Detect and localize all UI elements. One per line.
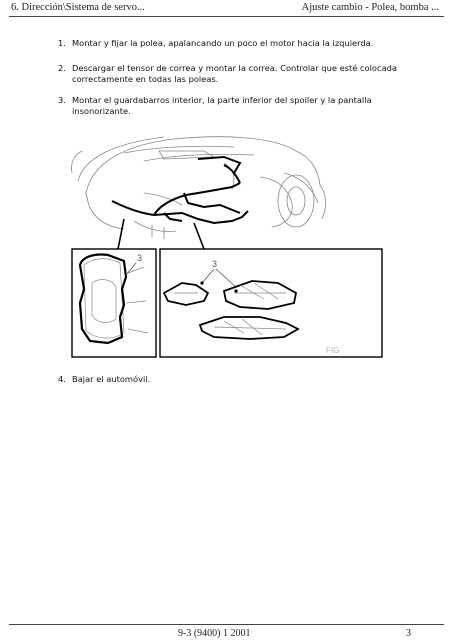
fastener-dot bbox=[234, 289, 237, 292]
header-breadcrumb: 6. Dirección\Sistema de servo... bbox=[11, 2, 145, 13]
illustration-svg bbox=[64, 133, 384, 361]
callout-left-label: 3 bbox=[137, 253, 143, 263]
installation-illustration bbox=[64, 133, 384, 361]
step-number: 1. bbox=[58, 38, 66, 48]
header-rule bbox=[9, 16, 444, 17]
step-number: 3. bbox=[58, 95, 66, 105]
footer-model: 9-3 (9400) 1 2001 bbox=[178, 628, 251, 639]
page-number: 3 bbox=[406, 628, 411, 639]
header-title: Ajuste cambio - Polea, bomba ... bbox=[301, 2, 439, 13]
fastener-dot bbox=[200, 281, 203, 284]
page-footer bbox=[0, 624, 453, 640]
callout-right-label: 3 bbox=[212, 259, 218, 269]
step-text: Montar el guardabarros interior, la parte inferior del spoiler y la pantalla insonorizante. bbox=[72, 95, 372, 116]
step-text: Montar y fijar la polea, apalancando un poco el motor hacia la izquierda. bbox=[72, 38, 374, 48]
step-number: 2. bbox=[58, 63, 66, 73]
footer-rule bbox=[9, 624, 444, 625]
highlighted-shield-outline bbox=[112, 157, 248, 223]
figure-code-watermark: FIG bbox=[326, 346, 340, 355]
step-text: Descargar el tensor de correa y montar la correa. Controlar que esté colocada correctamente en todas las poleas. bbox=[72, 63, 398, 84]
car-body-drawing bbox=[71, 137, 325, 239]
page-header bbox=[0, 0, 453, 17]
leader-lines bbox=[118, 219, 204, 249]
step-number: 4. bbox=[58, 374, 66, 384]
step-text: Bajar el automóvil. bbox=[72, 374, 151, 384]
